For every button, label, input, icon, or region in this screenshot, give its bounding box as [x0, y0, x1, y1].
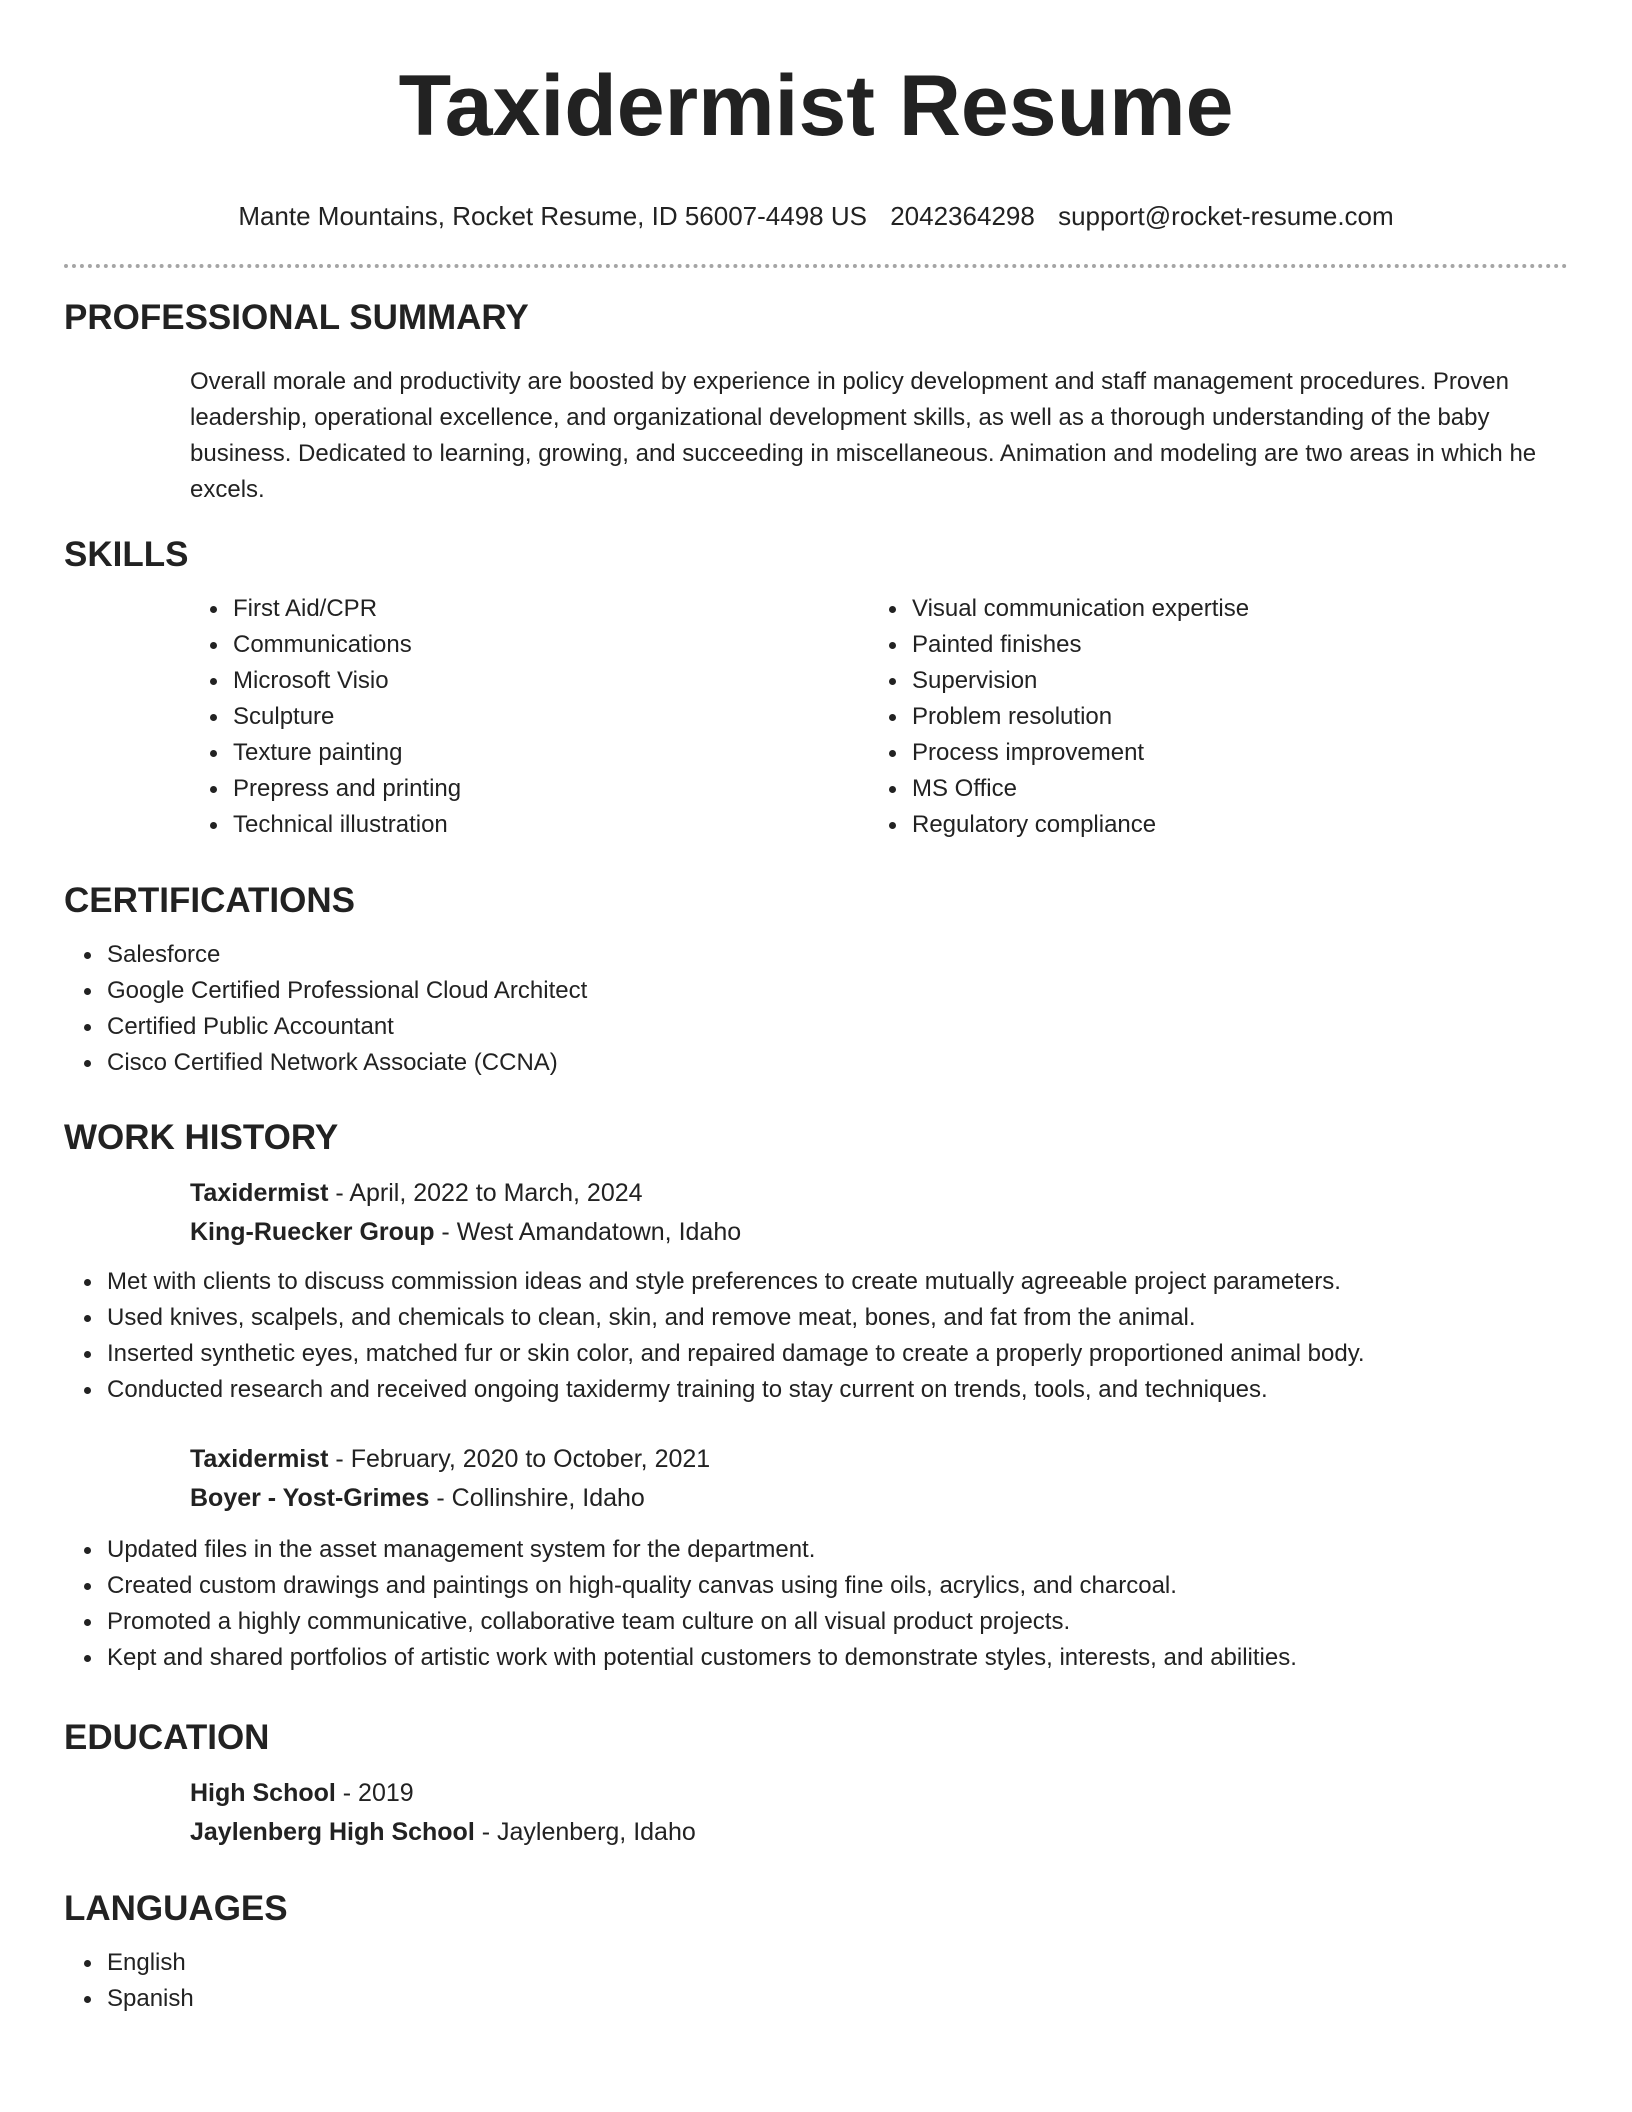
job-title-line [190, 1440, 1568, 1479]
skills-columns [190, 591, 1568, 843]
degree-line [190, 1774, 1568, 1813]
list-item: First Aid/CPR [190, 591, 869, 627]
list-item: Conducted research and received ongoing taxidermy training to stay current on trends, tools, and techniques. [64, 1372, 1568, 1408]
work-history-heading: WORK HISTORY [64, 1118, 339, 1157]
contact-line [64, 200, 1568, 232]
list-item: Microsoft Visio [190, 663, 869, 699]
list-item: MS Office [869, 771, 1548, 807]
job-dates: - April, 2022 to March, 2024 [328, 1179, 643, 1207]
school-name: Jaylenberg High School [190, 1818, 475, 1846]
list-item: Communications [190, 627, 869, 663]
job-title: Taxidermist [190, 1445, 329, 1473]
degree-year: - 2019 [335, 1779, 414, 1807]
summary-heading: PROFESSIONAL SUMMARY [64, 298, 529, 337]
certifications-heading: CERTIFICATIONS [64, 881, 356, 920]
list-item: Certified Public Accountant [64, 1009, 1568, 1045]
languages-section [64, 1887, 1568, 2017]
list-item: Problem resolution [869, 699, 1548, 735]
skills-list-left [190, 591, 869, 843]
education-section [64, 1716, 1568, 1852]
certifications-list [64, 937, 1568, 1081]
list-item: Spanish [64, 1981, 1568, 2017]
list-item: Updated files in the asset management system for the department. [64, 1532, 1568, 1568]
degree: High School [190, 1779, 336, 1807]
job-company-line [190, 1213, 1568, 1252]
job-company: Boyer - Yost-Grimes [190, 1484, 430, 1512]
skills-list-right [869, 591, 1548, 843]
job-entry [190, 1440, 1568, 1518]
job-title-line [190, 1174, 1568, 1213]
skills-section [64, 533, 1568, 843]
job-company-line [190, 1479, 1568, 1518]
contact-address: Mante Mountains, Rocket Resume, ID 56007-4498 US [238, 201, 867, 231]
certifications-section [64, 879, 1568, 1081]
school-line [190, 1813, 1568, 1852]
list-item: Promoted a highly communicative, collaborative team culture on all visual product projects. [64, 1604, 1568, 1640]
job-location: - Collinshire, Idaho [429, 1484, 645, 1512]
list-item: Prepress and printing [190, 771, 869, 807]
list-item: Sculpture [190, 699, 869, 735]
languages-list [64, 1945, 1568, 2017]
list-item: Created custom drawings and paintings on high-quality canvas using fine oils, acrylics, and charcoal. [64, 1568, 1568, 1604]
school-location: - Jaylenberg, Idaho [474, 1818, 696, 1846]
list-item: Technical illustration [190, 807, 869, 843]
list-item: Texture painting [190, 735, 869, 771]
job-entry [190, 1174, 1568, 1252]
list-item: Regulatory compliance [869, 807, 1548, 843]
summary-text: Overall morale and productivity are boosted by experience in policy development and staff management procedures. Proven leadership, operational excellence, and organizational development skills, as well as a thorough understanding of the baby business. Dedicated to learning, growing, and succeeding in miscellaneous. Animation and modeling are two areas in which he excels. [190, 368, 1537, 503]
work-history-section [64, 1116, 1568, 1676]
contact-phone: 2042364298 [890, 201, 1035, 231]
list-item: Cisco Certified Network Associate (CCNA) [64, 1045, 1568, 1081]
list-item: Painted finishes [869, 627, 1548, 663]
header-divider [64, 264, 1568, 268]
education-heading: EDUCATION [64, 1718, 270, 1757]
skills-heading: SKILLS [64, 535, 189, 574]
job-bullets [64, 1532, 1568, 1676]
list-item: Supervision [869, 663, 1548, 699]
summary-section [64, 296, 1568, 508]
resume-title: Taxidermist Resume [398, 58, 1234, 154]
list-item: Process improvement [869, 735, 1548, 771]
list-item: Kept and shared portfolios of artistic work with potential customers to demonstrate styles, interests, and abilities. [64, 1640, 1568, 1676]
job-company: King-Ruecker Group [190, 1218, 435, 1246]
list-item: Salesforce [64, 937, 1568, 973]
job-bullets [64, 1264, 1568, 1408]
languages-heading: LANGUAGES [64, 1889, 288, 1928]
list-item: Inserted synthetic eyes, matched fur or skin color, and repaired damage to create a properly proportioned animal body. [64, 1336, 1568, 1372]
list-item: Google Certified Professional Cloud Architect [64, 973, 1568, 1009]
list-item: Used knives, scalpels, and chemicals to clean, skin, and remove meat, bones, and fat from the animal. [64, 1300, 1568, 1336]
job-title: Taxidermist [190, 1179, 329, 1207]
contact-email: support@rocket-resume.com [1058, 201, 1394, 231]
list-item: English [64, 1945, 1568, 1981]
education-entry [190, 1774, 1568, 1852]
resume-page [64, 0, 1568, 2012]
job-location: - West Amandatown, Idaho [434, 1218, 742, 1246]
list-item: Met with clients to discuss commission ideas and style preferences to create mutually agreeable project parameters. [64, 1264, 1568, 1300]
job-dates: - February, 2020 to October, 2021 [328, 1445, 711, 1473]
list-item: Visual communication expertise [869, 591, 1548, 627]
